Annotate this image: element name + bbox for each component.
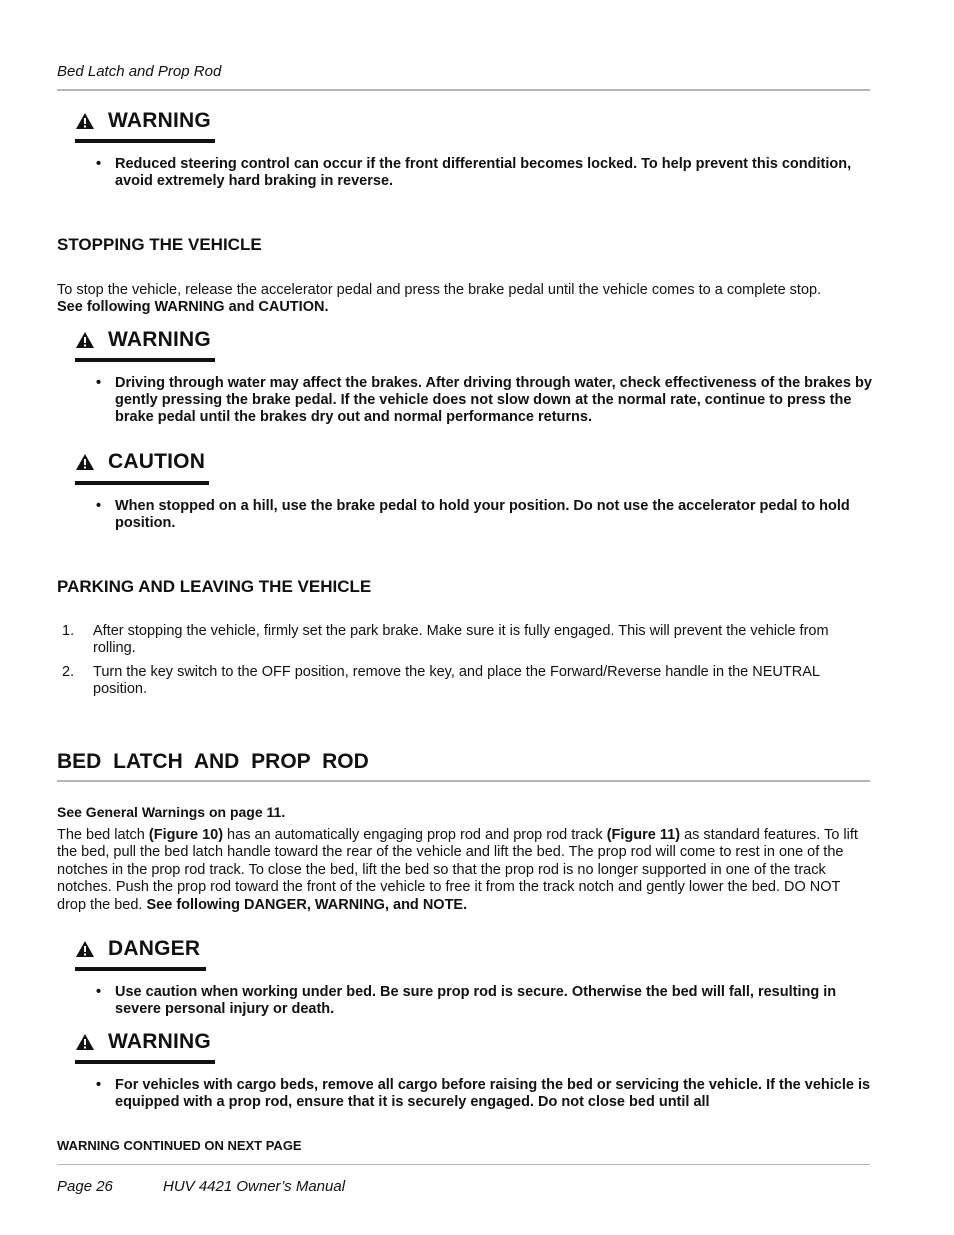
bullet-text: Driving through water may affect the brakes. After driving through water, check effectiveness of the brakes by gently pressing the brake pedal. If the vehicle does not slow down at the normal rate, continue to press the brake pedal until the brakes dry out and normal performance returns. — [115, 375, 872, 425]
section-heading-bed-latch: BED LATCH AND PROP ROD — [57, 750, 369, 773]
list-number: 1. — [62, 623, 75, 639]
list-text: After stopping the vehicle, firmly set the park brake. Make sure it is fully engaged. This will prevent the vehicle from rolling. — [93, 623, 829, 657]
bullet-dot: • — [96, 156, 102, 172]
alert-label: WARNING — [108, 1030, 211, 1053]
bullet-dot: • — [96, 375, 102, 391]
list-item — [57, 623, 872, 658]
warning-heading — [75, 327, 211, 353]
footer-rule — [57, 1164, 870, 1165]
danger-heading — [75, 936, 200, 962]
warning-triangle-icon — [75, 112, 95, 130]
bullet-dot: • — [96, 984, 102, 1000]
list-text: Turn the key switch to the OFF position, remove the key, and place the Forward/Reverse handle in the NEUTRAL position. — [93, 664, 820, 698]
warning-triangle-icon — [75, 453, 95, 471]
alert-label: WARNING — [108, 328, 211, 351]
bullet-text: For vehicles with cargo beds, remove all cargo before raising the bed or servicing the vehicle. If the vehicle is equipped with a prop rod, ensure that it is securely engaged. Do not close bed until all — [115, 1077, 871, 1110]
see-following-text: See following DANGER, WARNING, and NOTE. — [146, 896, 468, 913]
bed-latch-paragraph — [57, 827, 872, 914]
alert-underline — [75, 139, 215, 143]
list-number: 2. — [62, 664, 75, 680]
section-heading-parking: PARKING AND LEAVING THE VEHICLE — [57, 577, 372, 596]
stopping-text: To stop the vehicle, release the accelerator pedal and press the brake pedal until the vehicle comes to a complete stop. — [57, 282, 822, 298]
warning-triangle-icon — [75, 331, 95, 349]
figure-ref: (Figure 10) — [148, 827, 224, 843]
bullet-text: When stopped on a hill, use the brake pedal to hold your position. Do not use the accelerator pedal to hold position. — [115, 498, 850, 531]
warning-triangle-icon — [75, 1033, 95, 1051]
figure-ref: (Figure 11) — [606, 827, 681, 843]
warning-heading — [75, 108, 211, 134]
bullet-text: Use caution when working under bed. Be sure prop rod is secure. Otherwise the bed will fall, resulting in severe personal injury or death. — [115, 984, 837, 1017]
caution-bullet — [96, 498, 872, 532]
para-text: has an automatically engaging prop rod and prop rod track — [223, 827, 607, 843]
section-rule — [57, 780, 870, 782]
bullet-dot: • — [96, 498, 102, 514]
alert-underline — [75, 481, 209, 485]
header-rule — [57, 89, 870, 91]
continued-note: WARNING CONTINUED ON NEXT PAGE — [57, 1138, 302, 1153]
para-text: The bed latch — [57, 827, 149, 843]
alert-underline — [75, 358, 215, 362]
list-item — [57, 664, 872, 699]
para-text: as standard features. To lift the bed, pull the bed latch handle toward the rear of the vehicle and lift the bed. The prop rod will come to rest in one of the notches in the prop rod track. To close the bed, lift the bed so that the prop rod is no longer supported in one of the track notches. Push the prop rod toward the front of the vehicle to free it from the track notch and gently lower the bed. DO NOT drop the bed. — [57, 827, 858, 913]
alert-label: CAUTION — [108, 450, 206, 473]
warning-bullet — [96, 156, 872, 190]
warning-triangle-icon — [75, 940, 95, 958]
danger-bullet — [96, 984, 872, 1018]
warning-bullet — [96, 375, 872, 426]
bullet-text: Reduced steering control can occur if the front differential becomes locked. To help prevent this condition, avoid extremely hard braking in reverse. — [115, 156, 852, 189]
alert-underline — [75, 967, 206, 971]
section-heading-stopping: STOPPING THE VEHICLE — [57, 235, 262, 254]
warning-bullet — [96, 1077, 872, 1111]
bullet-dot: • — [96, 1077, 102, 1093]
running-header: Bed Latch and Prop Rod — [57, 63, 222, 80]
caution-heading — [75, 449, 205, 475]
stopping-paragraph — [57, 282, 872, 317]
alert-label: DANGER — [108, 937, 201, 960]
stopping-bold-text: See following WARNING and CAUTION. — [57, 299, 329, 316]
alert-label: WARNING — [108, 109, 211, 132]
see-general-warnings: See General Warnings on page 11. — [57, 804, 286, 820]
warning-heading — [75, 1029, 211, 1055]
manual-title: HUV 4421 Owner’s Manual — [163, 1178, 346, 1195]
alert-underline — [75, 1060, 215, 1064]
page-number: Page 26 — [57, 1178, 113, 1195]
